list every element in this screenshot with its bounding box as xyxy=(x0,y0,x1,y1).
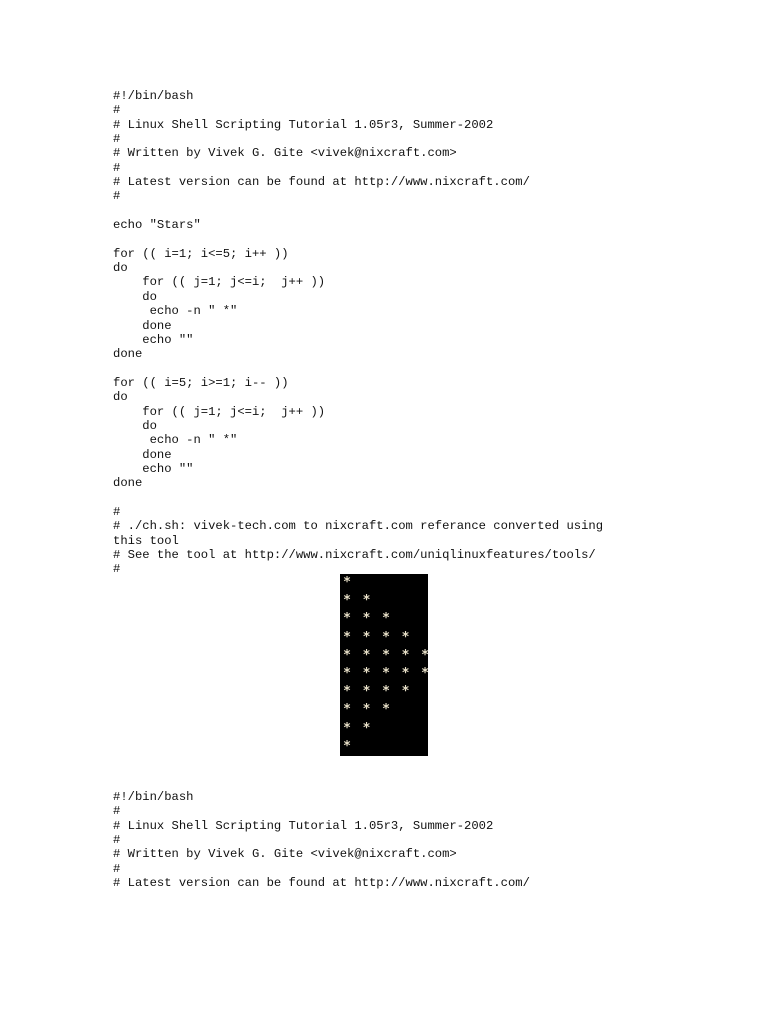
code-line: # xyxy=(113,861,121,876)
code-line: # Latest version can be found at http://www.nixcraft.com/ xyxy=(113,175,530,190)
code-line: this tool xyxy=(113,533,179,548)
code-line: done xyxy=(113,347,143,362)
code-line: # xyxy=(113,504,121,519)
code-line xyxy=(113,232,603,246)
terminal-star: * xyxy=(362,702,371,718)
code-line: # xyxy=(113,103,121,118)
script-listing-bottom xyxy=(113,790,530,890)
code-line: echo "Stars" xyxy=(113,218,201,233)
code-line: do xyxy=(113,418,157,433)
code-line: # xyxy=(113,562,121,577)
terminal-star: * xyxy=(382,684,390,700)
terminal-star: * xyxy=(382,647,390,663)
code-line: echo -n " *" xyxy=(113,304,238,319)
terminal-star: * xyxy=(401,666,410,681)
terminal-star: * xyxy=(401,684,410,700)
terminal-star: * xyxy=(343,629,351,645)
code-line: for (( i=1; i<=5; i++ )) xyxy=(113,246,289,261)
code-line: # ./ch.sh: vivek-tech.com to nixcraft.com referance converted using xyxy=(113,519,604,534)
script-listing-top xyxy=(113,89,603,577)
code-line: for (( j=1; j<=i; j++ )) xyxy=(113,275,326,290)
code-line: # Written by Vivek G. Gite <vivek@nixcraft.com> xyxy=(113,146,457,161)
code-line: # xyxy=(113,804,121,819)
code-line: # Latest version can be found at http://www.nixcraft.com/ xyxy=(113,876,530,891)
terminal-star: * xyxy=(362,720,371,736)
terminal-star: * xyxy=(343,684,351,700)
code-line xyxy=(113,491,603,505)
code-line: #!/bin/bash xyxy=(113,89,194,103)
terminal-star: * xyxy=(343,611,351,627)
code-line xyxy=(113,362,603,376)
terminal-star: * xyxy=(343,647,351,663)
terminal-star: * xyxy=(382,611,390,627)
terminal-star: * xyxy=(362,593,371,609)
code-line xyxy=(113,204,603,218)
code-line: # Written by Vivek G. Gite <vivek@nixcraft.com> xyxy=(113,847,457,862)
terminal-star: * xyxy=(343,666,351,681)
code-line: echo "" xyxy=(113,461,194,476)
code-line: # Linux Shell Scripting Tutorial 1.05r3, Summer-2002 xyxy=(113,818,494,833)
code-line: do xyxy=(113,261,128,276)
code-line: echo "" xyxy=(113,332,194,347)
code-line: # xyxy=(113,189,121,204)
terminal-star: * xyxy=(343,575,351,590)
terminal-star: * xyxy=(343,738,351,754)
code-line: done xyxy=(113,318,172,333)
terminal-star: * xyxy=(362,684,371,700)
code-line: # xyxy=(113,160,121,175)
terminal-star: * xyxy=(382,629,390,645)
terminal-star: * xyxy=(401,629,410,645)
terminal-star: * xyxy=(343,720,351,736)
terminal-star: * xyxy=(362,611,371,627)
terminal-star: * xyxy=(421,666,429,681)
code-line: echo -n " *" xyxy=(113,433,238,448)
code-line: # Linux Shell Scripting Tutorial 1.05r3, Summer-2002 xyxy=(113,117,494,132)
code-line: do xyxy=(113,289,157,304)
terminal-star: * xyxy=(421,647,429,663)
code-line: done xyxy=(113,447,172,462)
terminal-star: * xyxy=(382,702,390,718)
terminal-star: * xyxy=(343,593,351,609)
terminal-star: * xyxy=(362,666,371,681)
code-line: #!/bin/bash xyxy=(113,790,194,804)
terminal-star: * xyxy=(401,647,410,663)
code-line: for (( j=1; j<=i; j++ )) xyxy=(113,404,326,419)
terminal-star: * xyxy=(362,647,371,663)
code-line: # xyxy=(113,833,121,848)
terminal-output-screenshot xyxy=(340,574,428,756)
code-line: do xyxy=(113,390,128,405)
code-line: done xyxy=(113,476,143,491)
code-line: # xyxy=(113,132,121,147)
code-line: # See the tool at http://www.nixcraft.com/uniqlinuxfeatures/tools/ xyxy=(113,548,596,562)
code-line: for (( i=5; i>=1; i-- )) xyxy=(113,375,289,390)
terminal-star: * xyxy=(362,629,371,645)
terminal-star: * xyxy=(343,702,351,718)
terminal-star: * xyxy=(382,666,390,681)
